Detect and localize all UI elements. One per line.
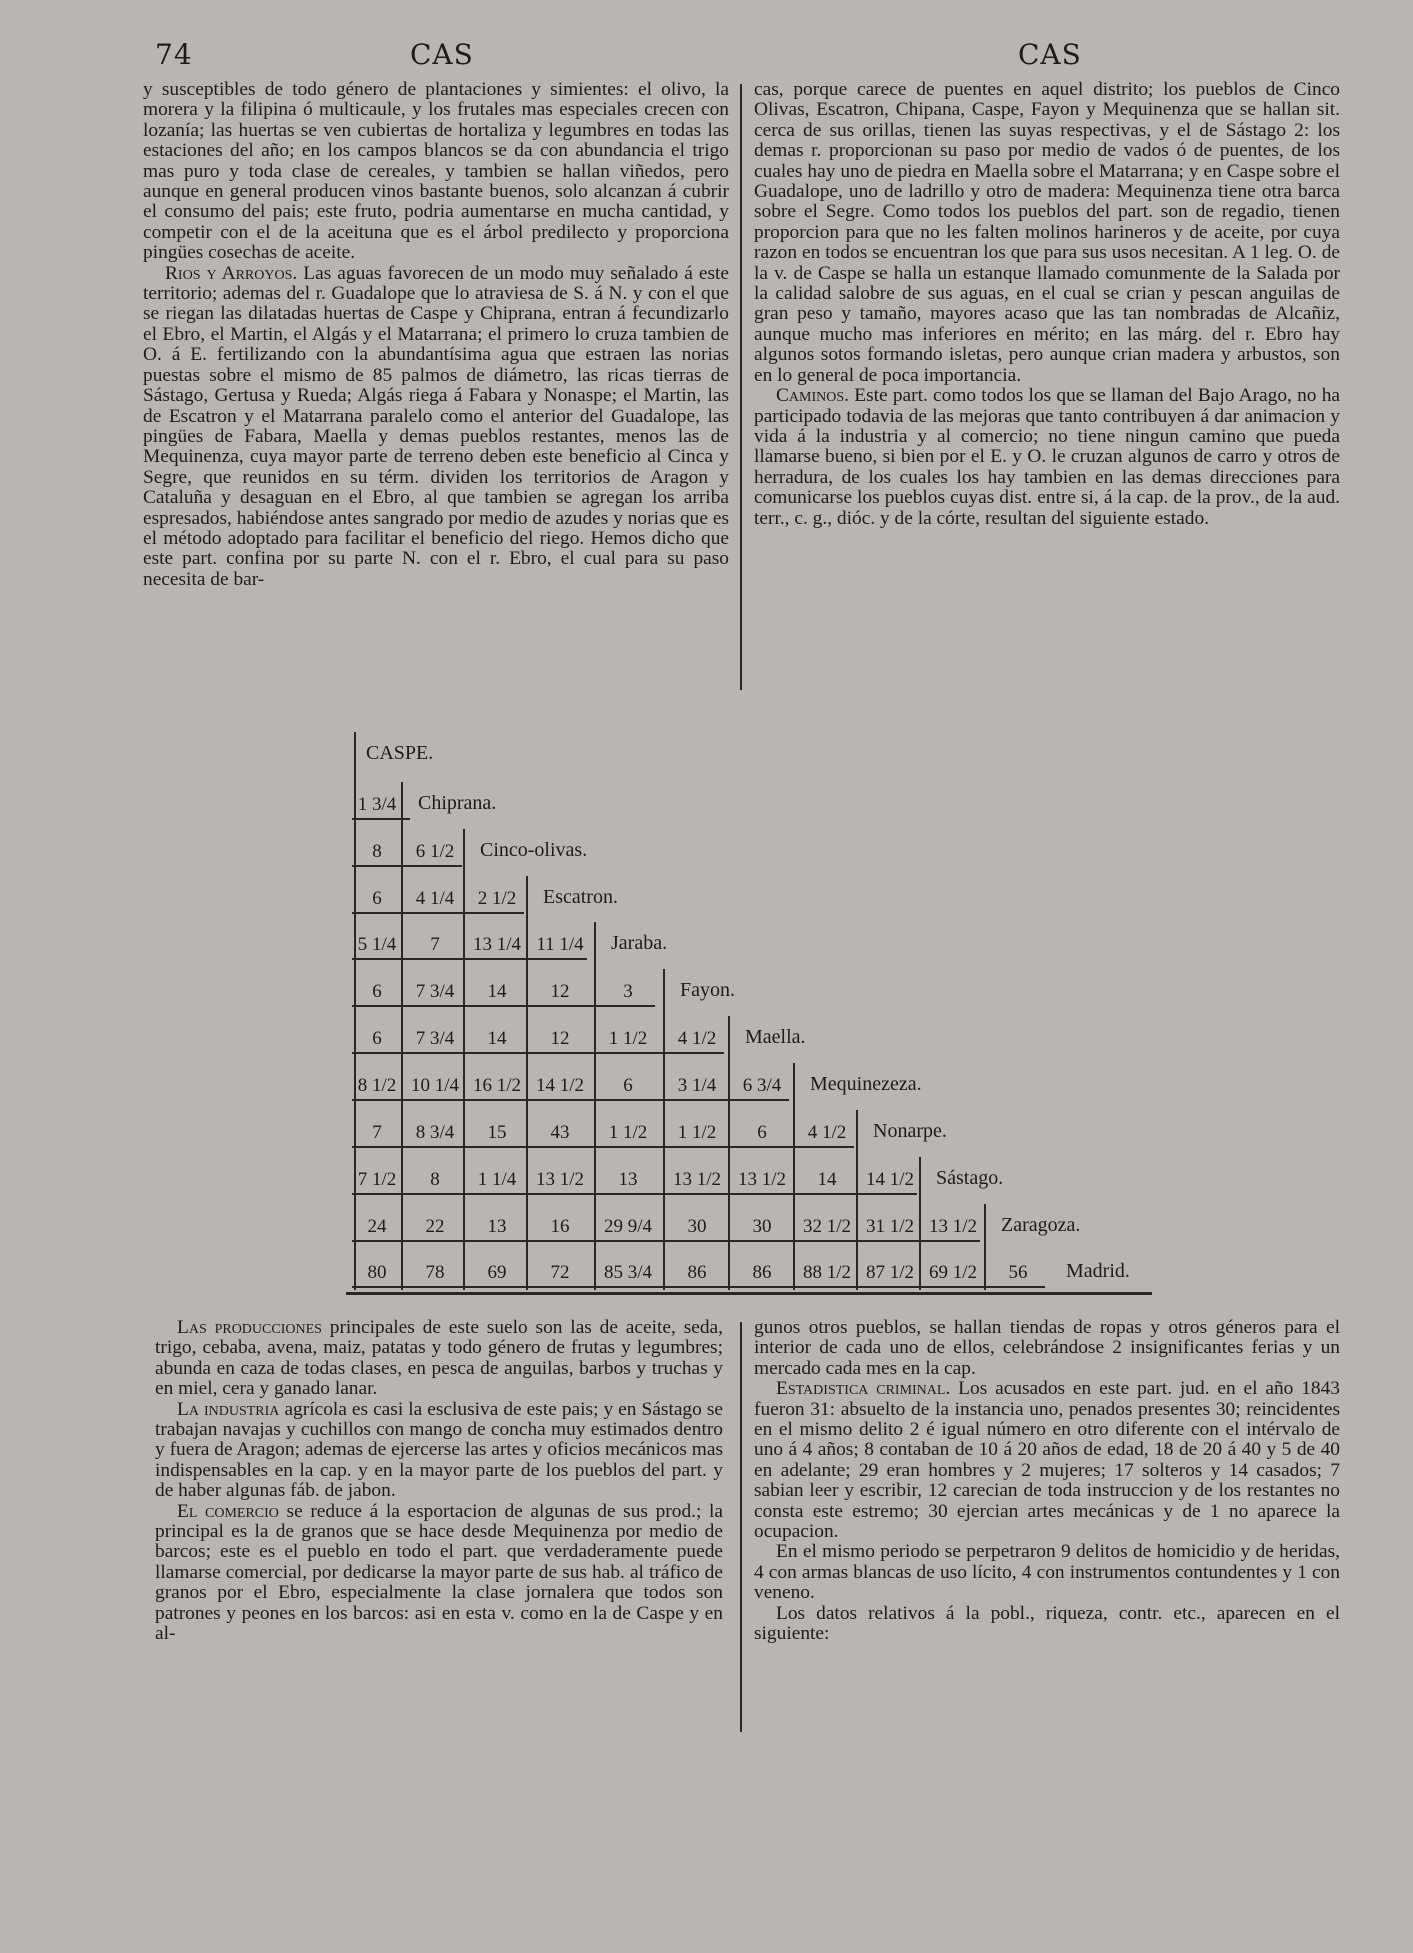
- distance-cell: 13 1/2: [737, 1169, 787, 1190]
- distance-cell: 85 3/4: [603, 1262, 653, 1283]
- town-name: Jaraba.: [611, 932, 668, 954]
- distance-cell: 13: [618, 1169, 638, 1190]
- distance-cell: 13 1/2: [928, 1216, 978, 1237]
- distance-cell: 1 1/2: [608, 1122, 648, 1143]
- distance-cell: 86: [752, 1262, 772, 1283]
- table-rule-vertical: [526, 876, 528, 1290]
- distance-cell: 8: [430, 1169, 440, 1190]
- table-rule-horizontal: [352, 865, 462, 867]
- distance-cell: 1 1/2: [677, 1122, 717, 1143]
- distance-cell: 12: [550, 981, 570, 1002]
- town-name: Cinco-olivas.: [480, 839, 588, 861]
- paragraph: [155, 1400, 723, 1502]
- town-name: Mequinezeza.: [810, 1073, 922, 1095]
- paragraph: [754, 1542, 1340, 1603]
- distance-cell: 22: [425, 1216, 445, 1237]
- distance-cell: 78: [425, 1262, 445, 1283]
- distance-cell: 6 3/4: [742, 1075, 782, 1096]
- distance-cell: 1 3/4: [357, 794, 397, 815]
- table-rule-horizontal: [352, 1005, 655, 1007]
- table-rule-horizontal: [352, 912, 524, 914]
- town-name: CASPE.: [366, 742, 434, 764]
- distance-cell: 13 1/2: [535, 1169, 585, 1190]
- paragraph-text: agrícola es casi la esclusiva de este pais; y en Sástago se trabajan navajas y cuchillos con mango de concha muy estimados dentro y fuera de Aragon; ademas de ejercerse las artes y oficios mecánicos mas indispensables en la cap. y en la mayor parte de los pueblos del part. y de haber algunas fáb. de jabon.: [155, 1398, 723, 1502]
- table-rule-horizontal: [352, 1146, 854, 1148]
- distance-cell: 1 1/2: [608, 1028, 648, 1049]
- paragraph-lead: La industria: [177, 1398, 280, 1420]
- paragraph-lead: Rios y Arroyos.: [165, 262, 298, 284]
- distance-cell: 2 1/2: [477, 888, 517, 909]
- table-rule-vertical: [663, 969, 665, 1290]
- table-rule-vertical: [401, 782, 403, 1290]
- distance-cell: 16 1/2: [472, 1075, 522, 1096]
- distance-cell: 6 1/2: [415, 841, 455, 862]
- distance-cell: 87 1/2: [865, 1262, 915, 1283]
- distance-table: [352, 736, 1152, 1283]
- table-rule-vertical: [463, 829, 465, 1290]
- table-rule-bottom: [346, 1292, 1152, 1295]
- paragraph: [754, 386, 1340, 529]
- distance-cell: 1 1/4: [477, 1169, 517, 1190]
- paragraph-lead: Las producciones: [177, 1317, 322, 1338]
- distance-cell: 7 1/2: [357, 1169, 397, 1190]
- column-left-top: [143, 80, 729, 590]
- table-rule-vertical: [728, 1016, 730, 1290]
- distance-cell: 69: [487, 1262, 507, 1283]
- paragraph: [754, 1379, 1340, 1542]
- distance-cell: 8 1/2: [357, 1075, 397, 1096]
- town-name: Maella.: [745, 1026, 806, 1048]
- table-rule-vertical: [354, 732, 356, 1290]
- distance-cell: 72: [550, 1262, 570, 1283]
- distance-cell: 30: [687, 1216, 707, 1237]
- column-right-top: [754, 80, 1340, 529]
- distance-cell: 16: [550, 1216, 570, 1237]
- distance-cell: 6: [372, 888, 382, 909]
- distance-cell: 32 1/2: [802, 1216, 852, 1237]
- distance-cell: 7 3/4: [415, 981, 455, 1002]
- town-name: Fayon.: [680, 979, 735, 1001]
- distance-cell: 6: [372, 981, 382, 1002]
- distance-cell: 14 1/2: [865, 1169, 915, 1190]
- distance-cell: 14: [487, 1028, 507, 1049]
- distance-cell: 10 1/4: [410, 1075, 460, 1096]
- paragraph-text: Este part. como todos los que se llaman del Bajo Arago, no ha participado todavia de las mejoras que tanto contribuyen á dar animacion y vida á la industria y al comercio; no tiene ningun camino que pueda llamarse bueno, si bien por el E. y O. le cruzan algunos de carro y otros de herradura, de los cuales los hay tambien en las demas direcciones para comunicarse los pueblos cuyas dist. entre si, á la cap. de la prov., de la aud. terr., c. g., dióc. y de la córte, resultan del siguiente estado.: [754, 385, 1340, 529]
- distance-cell: 24: [367, 1216, 387, 1237]
- distance-cell: 4 1/4: [415, 888, 455, 909]
- town-name: Escatron.: [543, 886, 618, 908]
- paragraph-lead: El comercio: [177, 1500, 279, 1522]
- distance-cell: 13: [487, 1216, 507, 1237]
- running-head-right: CAS: [1018, 38, 1082, 71]
- table-rule-horizontal: [352, 1193, 917, 1195]
- paragraph: [143, 264, 729, 591]
- distance-cell: 8 3/4: [415, 1122, 455, 1143]
- distance-cell: 6: [623, 1075, 633, 1096]
- town-name: Madrid.: [1066, 1260, 1130, 1282]
- distance-cell: 31 1/2: [865, 1216, 915, 1237]
- distance-cell: 14: [487, 981, 507, 1002]
- paragraph: [754, 80, 1340, 386]
- table-rule-vertical: [984, 1204, 986, 1290]
- paragraph-text: y susceptibles de todo género de plantaciones y simientes: el olivo, la morera y la filipina ó multicaule, y los frutales mas especiales crecen con lozanía; las huertas se ven cubiertas de hortaliza y legumbres en todas las estaciones del año; en los campos blancos se da con abundancia el trigo mas puro y toda clase de cereales, y tambien se hallan viñedos, pero aunque en general producen vinos bastante buenos, solo alcanzan á cubrir el consumo del pais; este fruto, podria aumentarse en mucha cantidad, y competir con el de la aceituna que es el árbol predilecto y proporciona pingües cosechas de aceite.: [143, 79, 729, 264]
- distance-cell: 6: [372, 1028, 382, 1049]
- table-rule-horizontal: [352, 1052, 724, 1054]
- table-rule-vertical: [919, 1157, 921, 1290]
- distance-cell: 43: [550, 1122, 570, 1143]
- paragraph-lead: Caminos.: [776, 385, 850, 407]
- paragraph: [143, 80, 729, 264]
- paragraph-text: En el mismo periodo se perpetraron 9 delitos de homicidio y de heridas, 4 con armas blancas de uso lícito, 4 con instrumentos contundentes y 1 con veneno.: [754, 1541, 1340, 1604]
- distance-cell: 12: [550, 1028, 570, 1049]
- distance-cell: 3 1/4: [677, 1075, 717, 1096]
- distance-cell: 7: [430, 934, 440, 955]
- table-rule-vertical: [594, 922, 596, 1290]
- distance-cell: 15: [487, 1122, 507, 1143]
- column-right-bottom: [754, 1318, 1340, 1645]
- paragraph-text: Los datos relativos á la pobl., riqueza, contr. etc., aparecen en el siguiente:: [754, 1602, 1340, 1645]
- table-rule-horizontal: [352, 958, 587, 960]
- table-rule-horizontal: [352, 1240, 980, 1242]
- paragraph-text: Las aguas favorecen de un modo muy señalado á este territorio; ademas del r. Guadalope que lo atraviesa de S. á N. y con el que se riegan las dilatadas huertas de Caspe y Chiprana, entran á fecundizarlo el Ebro, el Martin, el Algás y el Matarrana; el primero lo cruza tambien de O. á E. fertilizando con la abundantísima agua que estraen las norias puestas sobre el mismo de 85 palmos de diámetro, las ricas tierras de Sástago, Gertusa y Rueda; Algás riega á Fabara y Nonaspe; el Martin, las de Escatron y el Matarrana paralelo como el anterior del Guadalope, las pingües de Fabara, Maella y demas pueblos restantes, menos las de Mequinenza, cuya mayor parte de terreno deben este beneficio al Cinca y Segre, que reunidos en su térm. dividen los territorios de Aragon y Cataluña y desaguan en el Ebro, al que tambien se agregan los arriba espresados, habiéndose antes sangrado por medio de azudes y norias que es el método adoptado para facilitar el beneficio del riego. Hemos dicho que este part. confina por su parte N. con el r. Ebro, el cual para su paso necesita de bar-: [143, 262, 729, 590]
- column-left-bottom: [155, 1318, 723, 1645]
- town-name: Sástago.: [936, 1167, 1004, 1189]
- paragraph-text: principales de este suelo son las de aceite, seda, trigo, cebaba, avena, maiz, patatas y todo género de frutas y legumbres; abunda en caza de todas clases, en pesca de anguilas, barbos y truchas y en miel, cera y ganado lanar.: [155, 1317, 723, 1400]
- distance-cell: 86: [687, 1262, 707, 1283]
- distance-cell: 6: [757, 1122, 767, 1143]
- distance-cell: 7 3/4: [415, 1028, 455, 1049]
- paragraph-lead: Estadistica criminal.: [776, 1378, 951, 1400]
- distance-cell: 13 1/2: [672, 1169, 722, 1190]
- distance-cell: 13 1/4: [472, 934, 522, 955]
- paragraph: [155, 1502, 723, 1645]
- table-rule-vertical: [793, 1063, 795, 1290]
- town-name: Chiprana.: [418, 792, 497, 814]
- distance-cell: 30: [752, 1216, 772, 1237]
- distance-cell: 3: [623, 981, 633, 1002]
- table-rule-vertical: [856, 1110, 858, 1290]
- distance-cell: 8: [372, 841, 382, 862]
- distance-cell: 80: [367, 1262, 387, 1283]
- distance-cell: 7: [372, 1122, 382, 1143]
- paragraph-text: gunos otros pueblos, se hallan tiendas de ropas y otros géneros para el interior de cada uno de ellos, celebrándose 2 insignificantes ferias y un mercado cada mes en la cap.: [754, 1317, 1340, 1379]
- distance-cell: 11 1/4: [536, 934, 584, 955]
- paragraph-text: se reduce á la esportacion de algunas de sus prod.; la principal es la de granos que se hace desde Mequinenza por medio de barcos; este es el pueblo en todo el part. que verdaderamente puede llamarse comercial, por dedicarse la mayor parte de sus hab. al tráfico de granos por el Ebro, especialmente la clase jornalera que todos son patrones y peones en los barcos: asi en esta v. como en la de Caspe y en al-: [155, 1500, 723, 1645]
- distance-cell: 29 9/4: [603, 1216, 653, 1237]
- distance-cell: 56: [1008, 1262, 1028, 1283]
- table-rule-horizontal: [352, 1286, 1045, 1288]
- paragraph: [754, 1604, 1340, 1645]
- distance-cell: 4 1/2: [677, 1028, 717, 1049]
- distance-cell: 69 1/2: [928, 1262, 978, 1283]
- distance-cell: 14 1/2: [535, 1075, 585, 1096]
- town-name: Zaragoza.: [1001, 1214, 1081, 1236]
- paragraph-text: cas, porque carece de puentes en aquel distrito; los pueblos de Cinco Olivas, Escatron, Chipana, Caspe, Fayon y Mequinenza que se hallan sit. cerca de sus orillas, tienen las suyas respectivas, y el de Sástago 2: los demas r. proporcionan su paso por medio de vados ó de puentes, de los cuales hay uno de piedra en Maella sobre el Matarrana; y en Caspe sobre el Guadalope, uno de ladrillo y otro de madera: Mequinenza tiene otra barca sobre el Segre. Como todos los pueblos del part. son de regadio, tienen proporcion para que no les falten molinos harineros y de aceite, por cuya razon en todos se encuentran los que para sus usos necesitan. A 1 leg. O. de la v. de Caspe se halla un estanque llamado comunmente de la Salada por la calidad salobre de sus aguas, en el cual se crian y pescan anguilas de gran peso y tamaño, mayores acaso que las tan nombradas de Alcañiz, aunque mucho mas inferiores en mérito; en las márg. del r. Ebro hay algunos sotos formando isletas, pero aunque crian madera y arbustos, son en lo general de poca importancia.: [754, 79, 1340, 386]
- distance-cell: 14: [817, 1169, 837, 1190]
- page-number: 74: [155, 38, 193, 71]
- table-rule-horizontal: [352, 1099, 789, 1101]
- paragraph: [754, 1318, 1340, 1379]
- column-divider-top: [740, 84, 742, 690]
- town-name: Nonarpe.: [873, 1120, 947, 1142]
- running-head-left: CAS: [410, 38, 474, 71]
- distance-cell: 88 1/2: [802, 1262, 852, 1283]
- paragraph-text: Los acusados en este part. jud. en el año 1843 fueron 31: absuelto de la instancia uno, penados presentes 30; reincidentes en el mismo delito 2 é igual número en otro diferente con el intérvalo de uno á 4 años; 8 contaban de 10 á 20 años de edad, 18 de 20 á 40 y 5 de 40 en adelante; 29 eran hombres y 2 mujeres; 17 solteros y 14 casados; 7 sabian leer y escribir, 12 carecian de toda instruccion y de los restantes no consta este estremo; 30 ejercian artes mecánicas y de 1 no aparece la ocupacion.: [754, 1378, 1341, 1543]
- column-divider-bottom: [740, 1322, 742, 1732]
- distance-cell: 4 1/2: [807, 1122, 847, 1143]
- distance-cell: 5 1/4: [357, 934, 397, 955]
- paragraph: [155, 1318, 723, 1400]
